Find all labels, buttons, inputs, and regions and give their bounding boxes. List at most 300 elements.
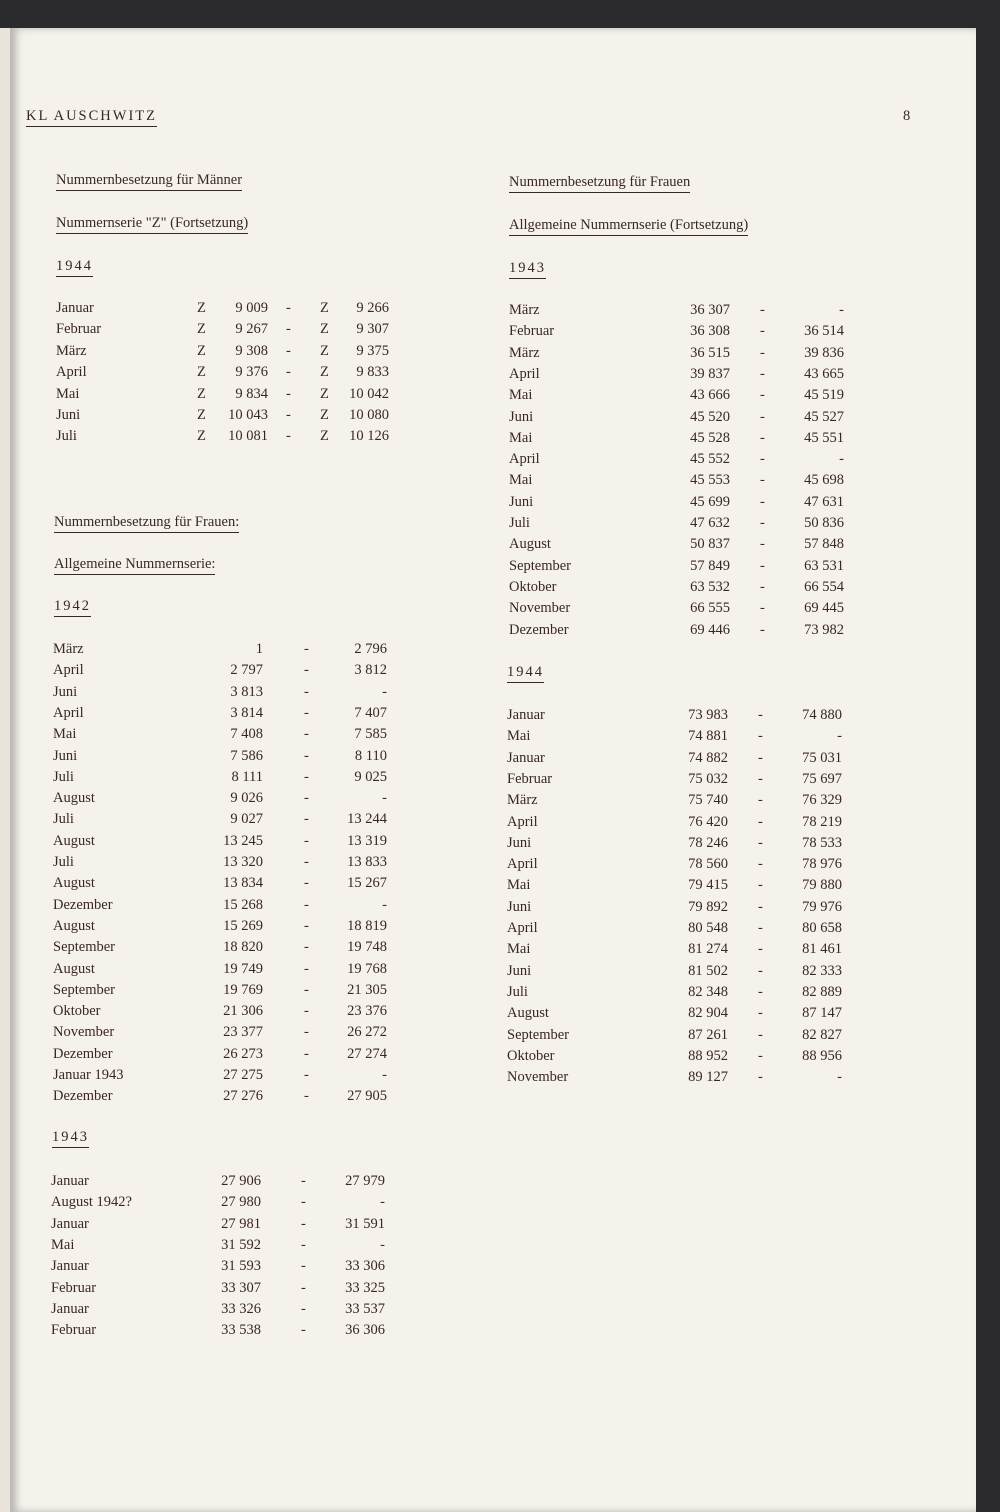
number-from-cell: 27 981 xyxy=(221,1215,261,1232)
separator-cell: - xyxy=(286,321,291,338)
month-cell: Dezember xyxy=(53,896,113,913)
number-from-cell: 89 127 xyxy=(688,1069,728,1086)
table-row xyxy=(0,814,1000,835)
separator-cell: - xyxy=(304,917,309,934)
separator-cell: - xyxy=(304,704,309,721)
number-from-cell: 27 276 xyxy=(223,1088,263,1105)
month-cell: Juni xyxy=(509,493,534,510)
separator-cell: - xyxy=(304,1024,309,1041)
separator-cell: - xyxy=(286,428,291,445)
number-to-cell: 13 833 xyxy=(347,854,387,870)
table-row xyxy=(0,662,1000,683)
table-row xyxy=(0,1216,1000,1237)
number-to-cell: 33 537 xyxy=(345,1300,385,1317)
month-cell: Mai xyxy=(509,387,533,404)
number-to-cell: 33 306 xyxy=(345,1258,385,1275)
separator-cell: - xyxy=(304,662,309,679)
z-series-heading: Nummernserie "Z" (Fortsetzung) xyxy=(56,215,248,234)
number-from-cell: 1 xyxy=(255,641,263,657)
separator-cell: - xyxy=(286,342,291,359)
prefix-cell: Z xyxy=(197,300,206,316)
month-cell: Oktober xyxy=(507,1047,555,1064)
separator-cell: - xyxy=(758,834,763,851)
number-to-cell: 33 325 xyxy=(345,1279,385,1296)
number-to-cell: 31 591 xyxy=(345,1215,385,1232)
number-from-cell: 9 027 xyxy=(230,811,263,828)
table-row xyxy=(0,1301,1000,1322)
number-to-cell: 75 697 xyxy=(802,770,842,787)
number-to-cell: 23 376 xyxy=(347,1003,387,1020)
table-row xyxy=(0,728,1000,749)
number-from-cell: 33 307 xyxy=(221,1279,261,1296)
month-cell: Juni xyxy=(53,747,78,764)
year-1943-heading-left: 1943 xyxy=(52,1129,89,1148)
number-from-cell: 75 032 xyxy=(688,770,728,787)
month-cell: Juli xyxy=(53,768,74,785)
prefix-cell: Z xyxy=(197,321,206,338)
number-to-cell: 27 905 xyxy=(347,1088,387,1105)
month-cell: März xyxy=(56,342,87,359)
number-to-cell: 45 551 xyxy=(804,429,844,446)
prefix-cell: Z xyxy=(320,407,329,423)
separator-cell: - xyxy=(760,600,765,617)
month-cell: Januar xyxy=(507,707,545,723)
number-from-cell: 33 538 xyxy=(221,1322,261,1339)
number-from-cell: 13 320 xyxy=(223,854,263,870)
women-heading-left: Nummernbesetzung für Frauen: xyxy=(54,514,239,533)
separator-cell: - xyxy=(758,728,763,745)
number-from-cell: 47 632 xyxy=(690,515,730,531)
men-heading: Nummernbesetzung für Männer xyxy=(56,172,242,191)
month-cell: Februar xyxy=(56,321,102,338)
number-to-cell: 45 527 xyxy=(804,408,844,425)
table-row xyxy=(0,1194,1000,1215)
prefix-cell: Z xyxy=(320,364,329,381)
prefix-cell: Z xyxy=(197,428,206,445)
table-row xyxy=(0,536,1000,557)
separator-cell: - xyxy=(301,1215,306,1232)
prefix-cell: Z xyxy=(197,364,206,381)
table-row xyxy=(0,1258,1000,1279)
general-series-heading-left: Allgemeine Nummernserie: xyxy=(54,556,215,575)
separator-cell: - xyxy=(304,1067,309,1083)
table-row xyxy=(0,1237,1000,1258)
number-from-cell: 15 269 xyxy=(223,917,263,934)
page-number: 8 xyxy=(903,108,911,124)
separator-cell: - xyxy=(304,1088,309,1105)
number-from-cell: 43 666 xyxy=(690,387,730,404)
month-cell: Juli xyxy=(507,983,528,1000)
separator-cell: - xyxy=(758,813,763,830)
separator-cell: - xyxy=(304,1045,309,1062)
number-from-cell: 39 837 xyxy=(690,365,730,382)
number-from-cell: 74 882 xyxy=(688,749,728,766)
month-cell: August 1942? xyxy=(51,1194,132,1211)
number-to-cell: 80 658 xyxy=(802,920,842,936)
year-1942-heading: 1942 xyxy=(54,598,91,617)
separator-cell: - xyxy=(304,790,309,807)
separator-cell: - xyxy=(758,1026,763,1043)
number-from-cell: 80 548 xyxy=(688,920,728,936)
separator-cell: - xyxy=(758,920,763,936)
month-cell: Juli xyxy=(53,811,74,828)
table-row xyxy=(0,1005,1000,1026)
prefix-cell: Z xyxy=(197,407,206,423)
separator-cell: - xyxy=(304,854,309,870)
month-cell: August xyxy=(509,536,551,553)
month-cell: Juni xyxy=(507,898,532,915)
number-from-cell: 9 834 xyxy=(235,385,268,402)
month-cell: Februar xyxy=(507,770,553,787)
table-row xyxy=(0,747,1000,771)
separator-cell: - xyxy=(760,493,765,510)
table-row xyxy=(0,768,1000,792)
separator-cell: - xyxy=(758,1047,763,1064)
prefix-cell: Z xyxy=(320,321,329,338)
month-cell: Mai xyxy=(509,472,533,489)
number-to-cell: 82 333 xyxy=(802,962,842,979)
separator-cell: - xyxy=(304,896,309,913)
number-from-cell: 19 769 xyxy=(223,981,263,998)
number-from-cell: 7 586 xyxy=(230,747,263,764)
month-cell: Oktober xyxy=(509,578,557,595)
number-to-cell: 79 880 xyxy=(802,877,842,894)
number-to-cell: 3 812 xyxy=(354,662,387,679)
month-cell: Juli xyxy=(509,515,530,531)
number-to-cell: 81 461 xyxy=(802,941,842,958)
number-to-cell: 9 307 xyxy=(356,321,389,338)
separator-cell: - xyxy=(760,472,765,489)
separator-cell: - xyxy=(304,726,309,743)
table-row xyxy=(0,622,1000,643)
number-to-cell: - xyxy=(382,790,387,807)
number-to-cell: 10 080 xyxy=(349,407,389,423)
number-from-cell: 69 446 xyxy=(690,621,730,638)
month-cell: Januar xyxy=(56,300,94,316)
number-to-cell: 26 272 xyxy=(347,1024,387,1041)
number-to-cell: 78 976 xyxy=(802,856,842,873)
month-cell: August xyxy=(53,832,95,849)
month-cell: Oktober xyxy=(53,1003,101,1020)
table-row xyxy=(0,579,1000,600)
number-from-cell: 87 261 xyxy=(688,1026,728,1043)
number-to-cell: 73 982 xyxy=(804,621,844,638)
month-cell: Juni xyxy=(509,408,534,425)
separator-cell: - xyxy=(758,792,763,809)
number-to-cell: 36 514 xyxy=(804,323,844,340)
number-from-cell: 33 326 xyxy=(221,1300,261,1317)
number-to-cell: 57 848 xyxy=(804,536,844,553)
table-row xyxy=(0,832,1000,856)
month-cell: August xyxy=(53,960,95,977)
month-cell: Juni xyxy=(56,407,81,423)
number-from-cell: 36 515 xyxy=(690,344,730,361)
number-to-cell: - xyxy=(382,683,387,700)
table-row xyxy=(0,1045,1000,1069)
number-from-cell: 45 520 xyxy=(690,408,730,425)
month-cell: November xyxy=(509,600,571,617)
number-to-cell: 9 025 xyxy=(354,768,387,785)
general-series-heading-right: Allgemeine Nummernserie (Fortsetzung) xyxy=(509,217,748,236)
number-from-cell: 27 980 xyxy=(221,1194,261,1211)
number-to-cell: 87 147 xyxy=(802,1005,842,1022)
number-from-cell: 9 376 xyxy=(235,364,268,381)
number-from-cell: 9 026 xyxy=(230,790,263,807)
number-to-cell: 19 768 xyxy=(347,960,387,977)
number-to-cell: 63 531 xyxy=(804,557,844,574)
separator-cell: - xyxy=(758,1005,763,1022)
month-cell: Februar xyxy=(51,1279,97,1296)
number-from-cell: 3 814 xyxy=(230,704,263,721)
table-row xyxy=(0,494,1000,515)
month-cell: Juni xyxy=(507,834,532,851)
separator-cell: - xyxy=(758,707,763,723)
month-cell: August xyxy=(53,917,95,934)
table-row xyxy=(0,515,1000,536)
number-from-cell: 36 307 xyxy=(690,302,730,318)
number-to-cell: 7 407 xyxy=(354,704,387,721)
separator-cell: - xyxy=(304,683,309,700)
month-cell: Februar xyxy=(509,323,555,340)
separator-cell: - xyxy=(760,536,765,553)
table-row xyxy=(0,387,1000,408)
table-row xyxy=(0,558,1000,579)
number-from-cell: 3 813 xyxy=(230,683,263,700)
number-to-cell: 8 110 xyxy=(354,747,387,764)
number-from-cell: 45 552 xyxy=(690,451,730,468)
number-to-cell: 76 329 xyxy=(802,792,842,809)
number-from-cell: 9 308 xyxy=(235,342,268,359)
table-row xyxy=(0,684,1000,705)
separator-cell: - xyxy=(760,557,765,574)
number-to-cell: 74 880 xyxy=(802,707,842,723)
separator-cell: - xyxy=(301,1300,306,1317)
month-cell: Januar xyxy=(51,1258,89,1275)
table-row xyxy=(0,941,1000,962)
number-from-cell: 79 415 xyxy=(688,877,728,894)
number-to-cell: 88 956 xyxy=(802,1047,842,1064)
number-from-cell: 73 983 xyxy=(688,707,728,723)
number-to-cell: 39 836 xyxy=(804,344,844,361)
month-cell: November xyxy=(53,1024,115,1041)
prefix-cell: Z xyxy=(320,300,329,316)
number-to-cell: 50 836 xyxy=(804,515,844,531)
number-from-cell: 18 820 xyxy=(223,939,263,956)
number-from-cell: 82 904 xyxy=(688,1005,728,1022)
table-row xyxy=(0,472,1000,493)
month-cell: August xyxy=(53,790,95,807)
month-cell: Dezember xyxy=(53,1045,113,1062)
number-from-cell: 79 892 xyxy=(688,898,728,915)
number-from-cell: 81 274 xyxy=(688,941,728,958)
number-to-cell: 9 375 xyxy=(356,342,389,359)
table-row xyxy=(0,896,1000,920)
number-to-cell: 45 519 xyxy=(804,387,844,404)
number-from-cell: 78 246 xyxy=(688,834,728,851)
table-row xyxy=(0,704,1000,728)
month-cell: April xyxy=(507,813,538,830)
month-cell: April xyxy=(56,364,87,381)
month-cell: Januar 1943 xyxy=(53,1067,124,1083)
year-1943-heading-right: 1943 xyxy=(509,260,546,279)
table-row xyxy=(0,981,1000,1005)
table-row xyxy=(0,917,1000,941)
table-row xyxy=(0,451,1000,472)
month-cell: April xyxy=(53,704,84,721)
number-to-cell: - xyxy=(382,896,387,913)
month-cell: Januar xyxy=(51,1173,89,1189)
separator-cell: - xyxy=(758,898,763,915)
month-cell: Januar xyxy=(51,1300,89,1317)
number-to-cell: 10 042 xyxy=(349,385,389,402)
prefix-cell: Z xyxy=(320,385,329,402)
number-to-cell: - xyxy=(380,1236,385,1253)
separator-cell: - xyxy=(304,811,309,828)
number-to-cell: 66 554 xyxy=(804,578,844,595)
month-cell: November xyxy=(507,1069,569,1086)
table-row xyxy=(0,600,1000,621)
month-cell: Dezember xyxy=(53,1088,113,1105)
month-cell: September xyxy=(509,557,572,574)
separator-cell: - xyxy=(286,364,291,381)
month-cell: Juni xyxy=(53,683,78,700)
prefix-cell: Z xyxy=(197,385,206,402)
women-heading-right: Nummernbesetzung für Frauen xyxy=(509,174,690,193)
number-from-cell: 21 306 xyxy=(223,1003,263,1020)
number-to-cell: 13 319 xyxy=(347,832,387,849)
month-cell: Mai xyxy=(507,877,531,894)
separator-cell: - xyxy=(304,1003,309,1020)
table-row xyxy=(0,1173,1000,1194)
number-from-cell: 31 593 xyxy=(221,1258,261,1275)
separator-cell: - xyxy=(304,981,309,998)
number-to-cell: - xyxy=(380,1194,385,1211)
number-from-cell: 88 952 xyxy=(688,1047,728,1064)
month-cell: September xyxy=(507,1026,570,1043)
separator-cell: - xyxy=(758,856,763,873)
month-cell: Mai xyxy=(507,941,531,958)
number-to-cell: - xyxy=(839,302,844,318)
month-cell: September xyxy=(53,981,116,998)
number-from-cell: 82 348 xyxy=(688,983,728,1000)
table-row xyxy=(0,641,1000,662)
number-to-cell: - xyxy=(837,1069,842,1086)
table-row xyxy=(0,792,1000,813)
separator-cell: - xyxy=(760,302,765,318)
separator-cell: - xyxy=(758,770,763,787)
separator-cell: - xyxy=(304,768,309,785)
number-to-cell: 19 748 xyxy=(347,939,387,956)
number-to-cell: 43 665 xyxy=(804,365,844,382)
table-row xyxy=(0,342,1000,366)
month-cell: Mai xyxy=(53,726,77,743)
month-cell: April xyxy=(509,365,540,382)
month-cell: April xyxy=(509,451,540,468)
month-cell: März xyxy=(509,344,540,361)
separator-cell: - xyxy=(301,1322,306,1339)
number-to-cell: 47 631 xyxy=(804,493,844,510)
number-to-cell: 69 445 xyxy=(804,600,844,617)
number-from-cell: 36 308 xyxy=(690,323,730,340)
number-from-cell: 76 420 xyxy=(688,813,728,830)
separator-cell: - xyxy=(760,365,765,382)
number-from-cell: 31 592 xyxy=(221,1236,261,1253)
table-row xyxy=(0,430,1000,451)
number-from-cell: 19 749 xyxy=(223,960,263,977)
month-cell: Juli xyxy=(56,428,77,445)
number-from-cell: 45 553 xyxy=(690,472,730,489)
month-cell: März xyxy=(509,302,540,318)
month-cell: Juli xyxy=(53,854,74,870)
number-from-cell: 27 906 xyxy=(221,1173,261,1189)
number-to-cell: 27 979 xyxy=(345,1173,385,1189)
separator-cell: - xyxy=(760,621,765,638)
number-to-cell: - xyxy=(837,728,842,745)
number-from-cell: 7 408 xyxy=(230,726,263,743)
month-cell: Juni xyxy=(507,962,532,979)
separator-cell: - xyxy=(760,323,765,340)
number-from-cell: 15 268 xyxy=(223,896,263,913)
number-from-cell: 8 111 xyxy=(231,768,263,785)
number-from-cell: 78 560 xyxy=(688,856,728,873)
separator-cell: - xyxy=(301,1279,306,1296)
number-to-cell: 78 533 xyxy=(802,834,842,851)
separator-cell: - xyxy=(304,832,309,849)
number-from-cell: 81 502 xyxy=(688,962,728,979)
separator-cell: - xyxy=(758,749,763,766)
number-from-cell: 74 881 xyxy=(688,728,728,745)
separator-cell: - xyxy=(301,1194,306,1211)
number-from-cell: 23 377 xyxy=(223,1024,263,1041)
month-cell: August xyxy=(53,875,95,892)
month-cell: Mai xyxy=(509,429,533,446)
month-cell: März xyxy=(53,641,84,657)
number-from-cell: 50 837 xyxy=(690,536,730,553)
separator-cell: - xyxy=(301,1173,306,1189)
month-cell: März xyxy=(507,792,538,809)
number-from-cell: 13 245 xyxy=(223,832,263,849)
number-from-cell: 10 043 xyxy=(228,407,268,423)
separator-cell: - xyxy=(304,960,309,977)
separator-cell: - xyxy=(286,300,291,316)
month-cell: Mai xyxy=(507,728,531,745)
number-to-cell: 15 267 xyxy=(347,875,387,892)
separator-cell: - xyxy=(758,1069,763,1086)
separator-cell: - xyxy=(758,962,763,979)
separator-cell: - xyxy=(760,429,765,446)
number-to-cell: 13 244 xyxy=(347,811,387,828)
number-to-cell: 21 305 xyxy=(347,981,387,998)
number-to-cell: 27 274 xyxy=(347,1045,387,1062)
number-from-cell: 45 699 xyxy=(690,493,730,510)
prefix-cell: Z xyxy=(320,428,329,445)
month-cell: Dezember xyxy=(509,621,569,638)
table-row xyxy=(0,1027,1000,1048)
separator-cell: - xyxy=(760,451,765,468)
separator-cell: - xyxy=(758,941,763,958)
number-to-cell: 75 031 xyxy=(802,749,842,766)
number-to-cell: - xyxy=(382,1067,387,1083)
number-to-cell: 82 889 xyxy=(802,983,842,1000)
document-title: KL AUSCHWITZ xyxy=(26,108,157,127)
table-row xyxy=(0,1322,1000,1343)
separator-cell: - xyxy=(286,407,291,423)
number-to-cell: 79 976 xyxy=(802,898,842,915)
z-year-heading: 1944 xyxy=(56,258,93,277)
number-from-cell: 57 849 xyxy=(690,557,730,574)
month-cell: Februar xyxy=(51,1322,97,1339)
number-from-cell: 9 267 xyxy=(235,321,268,338)
